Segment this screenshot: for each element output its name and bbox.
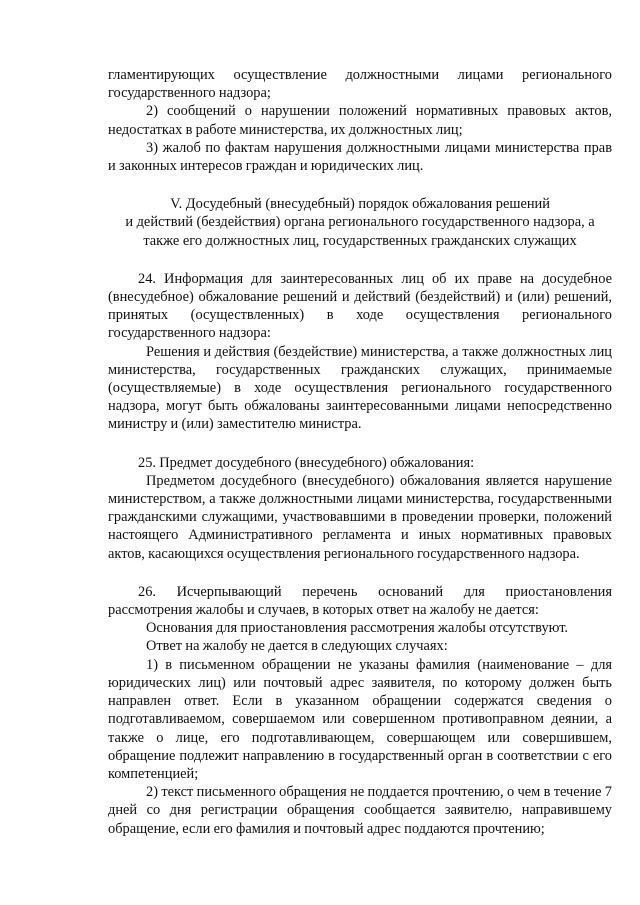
item-24-title: 24. Информация для заинтересованных лиц об их праве на досудебное (внесудебное) обжалование решений и действий (бездействий) и (или) решений, принятых (осуществленных) в ходе осуществления регионального государственного надзора: xyxy=(108,270,612,342)
intro-paragraph-continuation: гламентирующих осуществление должностными лицами регионального государственного надзора; xyxy=(108,67,612,102)
item-25-title: 25. Предмет досудебного (внесудебного) обжалования: xyxy=(138,454,475,471)
item-26-paragraph-2: Ответ на жалобу не дается в следующих случаях: xyxy=(146,638,448,655)
section-heading-line-3: также его должностных лиц, государственных гражданских служащих xyxy=(143,232,577,249)
section-heading-line-1: V. Досудебный (внесудебный) порядок обжалования решений xyxy=(170,196,550,213)
item-26-paragraph-1: Основания для приостановления рассмотрения жалобы отсутствуют. xyxy=(146,620,569,637)
item-26-title: 26. Исчерпывающий перечень оснований для приостановления рассмотрения жалобы и случаев, в которых ответ на жалобу не дается: xyxy=(108,583,612,619)
section-heading xyxy=(108,195,612,250)
item-25-body: Предметом досудебного (внесудебного) обжалования является нарушение министерством, а также должностными лицами министерства, государственными гражданскими служащими, участвовавшими в проведении проверки, положений настоящего Административного регламента и иных нормативных правовых актов, касающихся осуществления регионального государственного надзора. xyxy=(108,472,612,562)
item-26-case-1: 1) в письменном обращении не указаны фамилия (наименование – для юридических лиц) или почтовый адрес заявителя, по которому должен быть направлен ответ. Если в указанном обращении содержатся сведения о подготавливаемом, совершаемом или совершенном противоправном деянии, а также о лице, его подготавливающем, совершающем или совершившем, обращение подлежит направлению в государственный орган в соответствии с его компетенцией; xyxy=(108,656,612,782)
intro-item-3: 3) жалоб по фактам нарушения должностными лицами министерства прав и законных интересов граждан и юридических лиц. xyxy=(108,139,612,175)
document-page xyxy=(108,66,612,838)
intro-item-2: 2) сообщений о нарушении положений нормативных правовых актов, недостатках в работе министерства, их должностных лиц; xyxy=(108,103,612,138)
item-24-body: Решения и действия (бездействие) министерства, а также должностных лиц министерства, государственных гражданских служащих, принимаемые (осуществляемые) в ходе осуществления регионального государственного надзора, могут быть обжалованы заинтересованными лицами непосредственно министру и (или) заместителю министра. xyxy=(108,343,612,433)
section-heading-line-2: и действий (бездействия) органа регионального государственного надзора, а xyxy=(125,214,595,231)
item-26-case-2: 2) текст письменного обращения не поддается прочтению, о чем в течение 7 дней со дня регистрации обращения сообщается заявителю, направившему обращение, если его фамилия и почтовый адрес поддаются прочтению; xyxy=(108,784,612,837)
